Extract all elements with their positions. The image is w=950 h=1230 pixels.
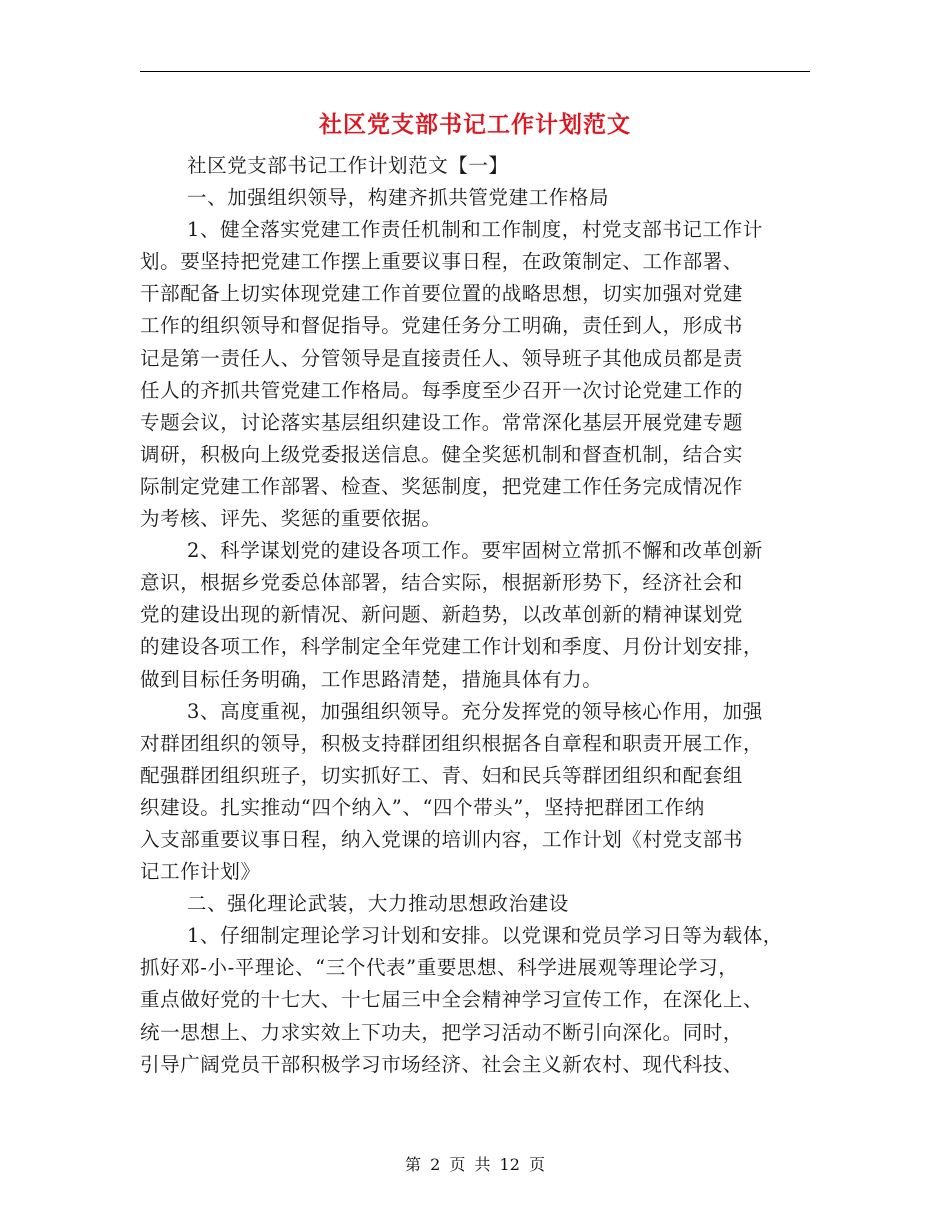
text-line: 织建设。扎实推动“四个纳入”、“四个带头”，坚持把群团工作纳	[140, 795, 705, 819]
document-title: 社区党支部书记工作计划范文	[319, 111, 631, 138]
text-line: 1、仔细制定理论学习计划和安排。以党课和党员学习日等为载体，	[187, 924, 783, 948]
text-line: 入支部重要议事日程，纳入党课的培训内容，工作计划《村党支部书	[140, 827, 744, 851]
text-line: 一、加强组织领导，构建齐抓共管党建工作格局	[187, 186, 610, 210]
text-line: 引导广阔党员干部积极学习市场经济、社会主义新农村、现代科技、	[140, 1052, 744, 1076]
text-line: 专题会议，讨论落实基层组织建设工作。常常深化基层开展党建专题	[140, 410, 744, 434]
text-line: 任人的齐抓共管党建工作格局。每季度至少召开一次讨论党建工作的	[140, 378, 744, 402]
text-line: 1、健全落实党建工作责任机制和工作制度，村党支部书记工作计	[187, 218, 763, 242]
text-line: 意识，根据乡党委总体部署，结合实际，根据新形势下，经济社会和	[140, 571, 744, 595]
header-rule	[140, 71, 810, 72]
text-line: 配强群团组织班子，切实抓好工、青、妇和民兵等群团组织和配套组	[140, 763, 744, 787]
text-line: 统一思想上、力求实效上下功夫，把学习活动不断引向深化。同时，	[140, 1020, 744, 1044]
text-line: 社区党支部书记工作计划范文【一】	[187, 154, 509, 177]
text-line: 划。要坚持把党建工作摆上重要议事日程，在政策制定、工作部署、	[140, 250, 744, 274]
text-line: 二、强化理论武装，大力推动思想政治建设	[187, 892, 569, 916]
text-line: 重点做好党的十七大、十七届三中全会精神学习宣传工作，在深化上、	[140, 988, 764, 1012]
text-line: 抓好邓-小-平理论、“三个代表”重要思想、科学进展观等理论学习，	[140, 956, 739, 980]
text-line: 记工作计划》	[140, 860, 261, 884]
text-line: 对群团组织的领导，积极支持群团组织根据各自章程和职责开展工作，	[140, 731, 764, 755]
text-line: 记是第一责任人、分管领导是直接责任人、领导班子其他成员都是责	[140, 346, 744, 370]
text-line: 党的建设出现的新情况、新问题、新趋势，以改革创新的精神谋划党	[140, 603, 744, 627]
text-line: 为考核、评先、奖惩的重要依据。	[140, 507, 442, 531]
text-line: 的建设各项工作，科学制定全年党建工作计划和季度、月份计划安排，	[140, 635, 764, 659]
page-footer: 第 2 页 共 12 页	[405, 1155, 545, 1174]
text-line: 做到目标任务明确，工作思路清楚，措施具体有力。	[140, 667, 603, 691]
text-line: 调研，积极向上级党委报送信息。健全奖惩机制和督查机制，结合实	[140, 442, 744, 466]
text-line: 3、高度重视，加强组织领导。充分发挥党的领导核心作用，加强	[187, 699, 763, 723]
document-body	[140, 150, 812, 1081]
text-line: 际制定党建工作部署、检查、奖惩制度，把党建工作任务完成情况作	[140, 474, 744, 498]
text-line: 干部配备上切实体现党建工作首要位置的战略思想，切实加强对党建	[140, 282, 744, 306]
text-line: 工作的组织领导和督促指导。党建任务分工明确，责任到人，形成书	[140, 314, 744, 338]
text-line: 2、科学谋划党的建设各项工作。要牢固树立常抓不懈和改革创新	[187, 539, 763, 563]
